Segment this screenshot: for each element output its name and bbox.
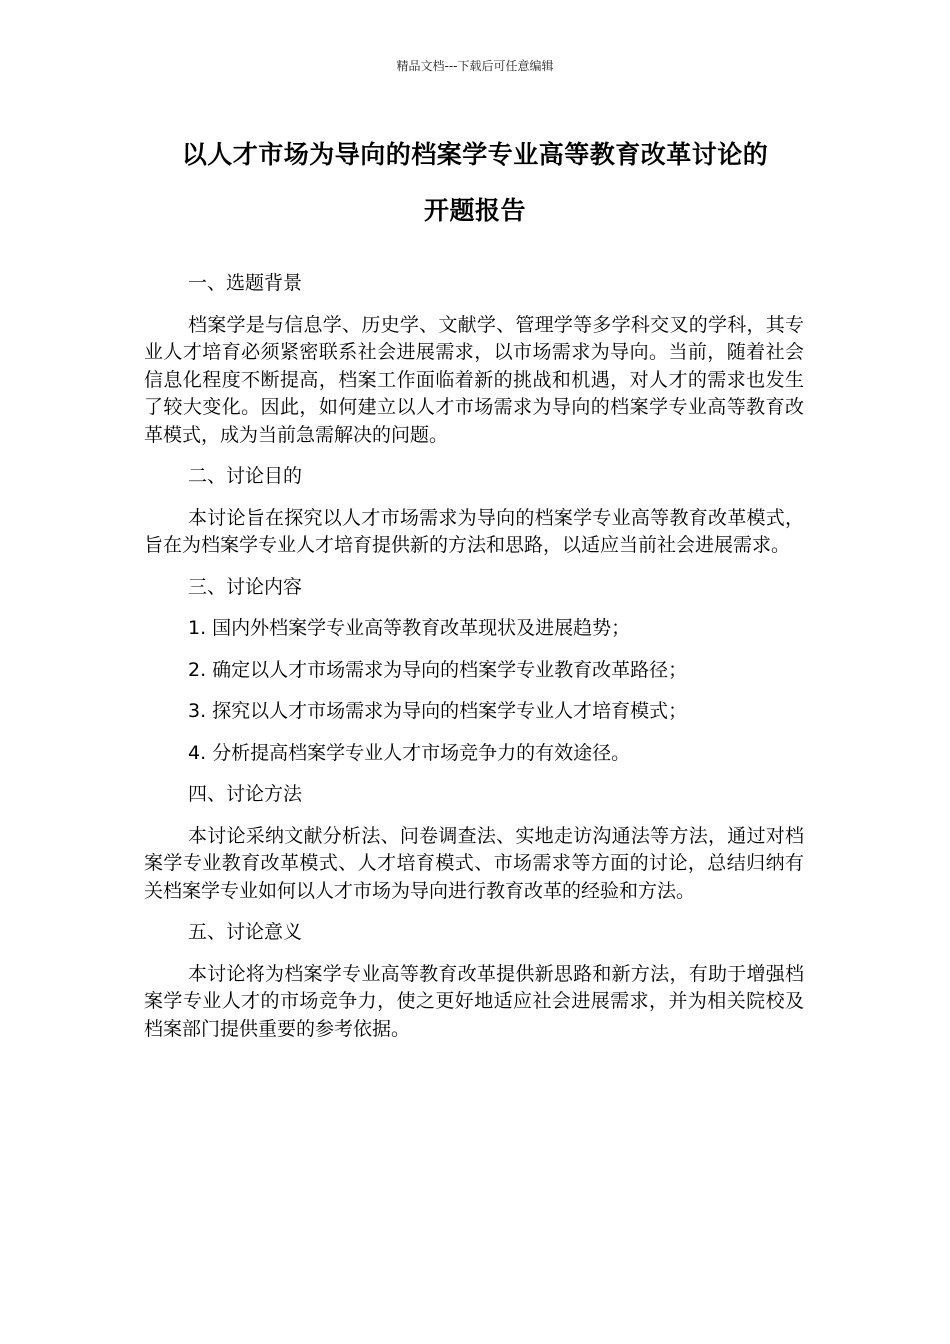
section-text-significance: 本讨论将为档案学专业高等教育改革提供新思路和新方法，有助于增强档案学专业人才的市场竞争力，使之更好地适应社会进展需求，并为相关院校及档案部门提供重要的参考依据。 xyxy=(144,962,804,1040)
content-list-item: 3. 探究以人才市场需求为导向的档案学专业人才培育模式； xyxy=(188,700,688,722)
content-list-item: 2. 确定以人才市场需求为导向的档案学专业教育改革路径； xyxy=(188,658,688,681)
section-heading-significance: 五、讨论意义 xyxy=(188,921,303,943)
section-heading-method: 四、讨论方法 xyxy=(188,783,303,805)
page-header: 精品文档---下载后可任意编辑 xyxy=(396,59,554,73)
content-list-item: 4. 分析提高档案学专业人才市场竞争力的有效途径。 xyxy=(188,741,631,764)
content-list-item: 1. 国内外档案学专业高等教育改革现状及进展趋势； xyxy=(188,617,631,639)
section-text-purpose: 本讨论旨在探究以人才市场需求为导向的档案学专业高等教育改革模式，旨在为档案学专业人才培育提供新的方法和思路，以适应当前社会进展需求。 xyxy=(144,506,804,556)
section-text-background: 档案学是与信息学、历史学、文献学、管理学等多学科交叉的学科，其专业人才培育必须紧密联系社会进展需求，以市场需求为导向。当前，随着社会信息化程度不断提高，档案工作面临着新的挑战和机遇，对人才的需求也发生了较大变化。因此，如何建立以人才市场需求为导向的档案学专业高等教育改革模式，成为当前急需解决的问题。 xyxy=(144,313,804,446)
section-heading-background: 一、选题背景 xyxy=(188,272,303,294)
section-heading-content: 三、讨论内容 xyxy=(188,575,303,598)
document-title-line-2: 开题报告 xyxy=(423,196,526,225)
section-heading-purpose: 二、讨论目的 xyxy=(188,465,303,487)
document-body xyxy=(144,270,804,1057)
section-text-method: 本讨论采纳文献分析法、问卷调查法、实地走访沟通法等方法，通过对档案学专业教育改革模式、人才培育模式、市场需求等方面的讨论，总结归纳有关档案学专业如何以人才市场为导向进行教育改革的经验和方法。 xyxy=(144,824,804,902)
document-title-line-1: 以人才市场为导向的档案学专业高等教育改革讨论的 xyxy=(181,140,769,169)
